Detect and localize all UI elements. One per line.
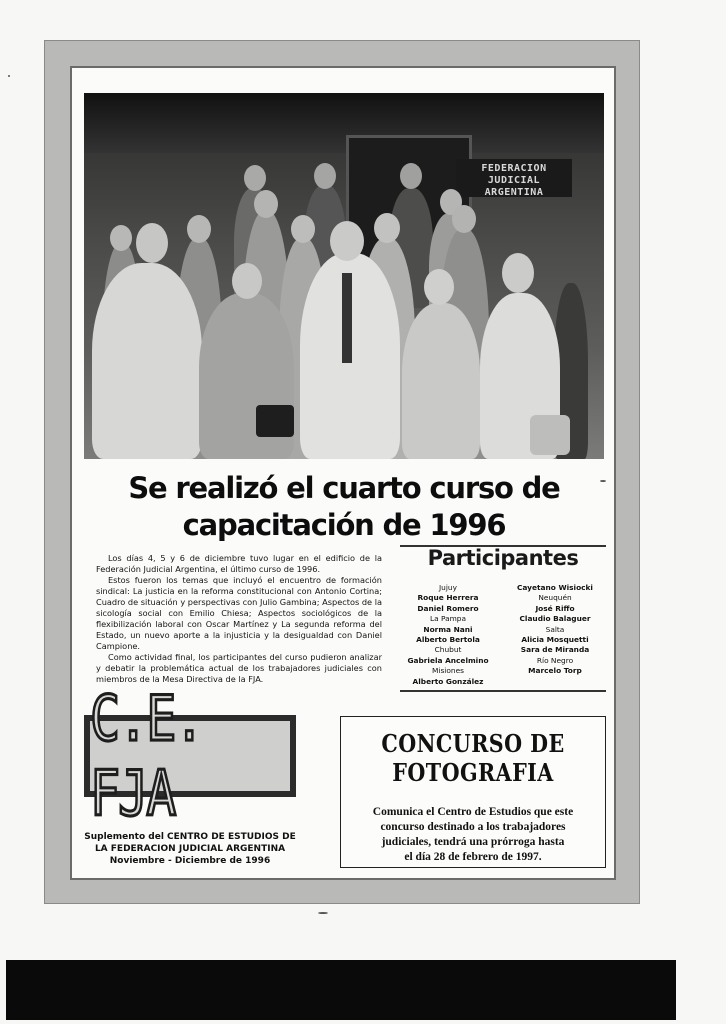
person-head	[400, 163, 422, 189]
person-head	[136, 223, 168, 263]
photo-contest-notice	[340, 716, 606, 868]
participant-name: Alicia Mosquetti	[521, 635, 589, 645]
handbag	[256, 405, 294, 437]
person-head	[424, 269, 454, 305]
person-head	[502, 253, 534, 293]
person-head	[244, 165, 266, 191]
participants-title: Participantes	[427, 546, 579, 570]
participant-province: Neuquén	[538, 593, 572, 603]
article-body	[96, 553, 382, 685]
person-head	[187, 215, 211, 243]
participant-name: Alberto Bertola	[416, 635, 480, 645]
person-head	[291, 215, 315, 243]
participant-name: Gabriela Ancelmino	[407, 655, 489, 665]
contest-text-line: el día 28 de febrero de 1997.	[404, 851, 542, 863]
participant-province: Río Negro	[536, 655, 574, 665]
group-photograph	[84, 93, 604, 459]
photo-sign-text	[456, 163, 572, 199]
photo-sign-line-1: FEDERACION JUDICIAL	[481, 163, 547, 186]
supplement-line-2: LA FEDERACION JUDICIAL ARGENTINA	[94, 844, 286, 854]
person-head	[232, 263, 262, 299]
scan-speck	[8, 75, 10, 77]
scan-speck	[600, 480, 606, 482]
participants-right-column	[505, 583, 605, 677]
person-head	[110, 225, 132, 251]
scan-bottom-shadow	[6, 960, 676, 1020]
handbag	[530, 415, 570, 455]
necktie	[342, 273, 352, 363]
person-head	[314, 163, 336, 189]
supplement-line-1: Suplemento del CENTRO DE ESTUDIOS DE	[84, 832, 296, 842]
participant-name: Claudio Balaguer	[519, 614, 591, 624]
contest-title	[359, 729, 586, 787]
participant-name: Cayetano Wisiocki	[517, 583, 593, 592]
headline-line-1: Se realizó el cuarto curso de	[128, 471, 560, 505]
participant-name: Alberto González	[412, 676, 484, 686]
supplement-credit	[84, 831, 296, 867]
participant-province: Salta	[545, 624, 565, 634]
contest-text-line: judiciales, tendrá una prórroga hasta	[381, 836, 565, 848]
participant-province: Jujuy	[439, 583, 457, 592]
contest-title-line-1: CONCURSO DE	[381, 729, 565, 758]
participant-name: José Riffo	[535, 603, 575, 613]
participant-name: Marcelo Torp	[528, 666, 582, 676]
person-figure	[402, 303, 480, 459]
headline	[84, 470, 604, 544]
contest-text	[351, 805, 595, 865]
participant-name: Roque Herrera	[417, 593, 479, 603]
person-figure	[92, 263, 202, 459]
scan-speck	[318, 912, 328, 914]
participant-province: La Pampa	[429, 614, 467, 624]
article-paragraph: Como actividad final, los participantes del curso pudieron analizar y debatir la problemática actual de los trabajadores judiciales con miembros de la Mesa Directiva de la FJA.	[96, 652, 382, 684]
article-paragraph: Estos fueron los temas que incluyó el encuentro de formación sindical: La justicia en la reforma constitucional con Antonio Cortina; Cuadro de situación y perspectivas con Julio Gambina; Aspectos de la sicología social con Emilio Chiesa; Aspectos sociológicos de la flexibilización laboral con Oscar Martínez y La segunda reforma del Estado, un nuevo aporte a la injusticia y la desigualdad con Daniel Campione.	[96, 575, 382, 651]
supplement-line-3: Noviembre - Diciembre de 1996	[109, 856, 271, 866]
logo-panel	[90, 682, 290, 830]
person-head	[374, 213, 400, 243]
participant-name: Daniel Romero	[417, 603, 479, 613]
headline-line-2: capacitación de 1996	[182, 508, 506, 542]
logo-text: C.E. FJA	[90, 682, 203, 830]
participant-province: Chubut	[434, 645, 462, 655]
photo-ceiling	[84, 93, 604, 153]
ce-fja-logo	[84, 682, 296, 830]
participant-province: Misiones	[432, 666, 464, 676]
participant-name: Sara de Miranda	[520, 645, 590, 655]
contest-text-line: Comunica el Centro de Estudios que este	[372, 806, 574, 818]
article-paragraph: Los días 4, 5 y 6 de diciembre tuvo lugar en el edificio de la Federación Judicial Argentina, el último curso de 1996.	[96, 553, 382, 574]
participant-name: Norma Nani	[423, 624, 473, 634]
person-head	[254, 190, 278, 218]
photo-sign-line-2: ARGENTINA	[484, 187, 544, 198]
person-head	[330, 221, 364, 261]
participants-bottom-rule	[400, 690, 606, 692]
person-head	[452, 205, 476, 233]
participants-left-column	[398, 583, 498, 687]
contest-text-line: concurso destinado a los trabajadores	[380, 821, 566, 833]
contest-title-line-2: FOTOGRAFIA	[392, 758, 554, 787]
